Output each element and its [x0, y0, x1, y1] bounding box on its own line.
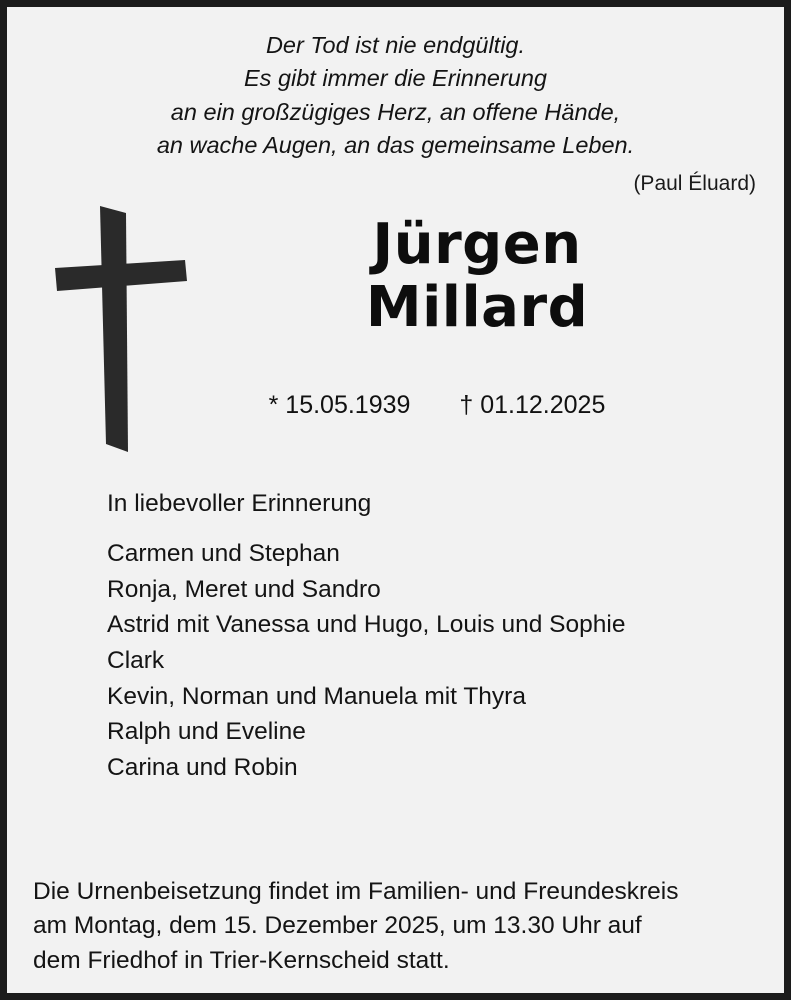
- poem-line-4: an wache Augen, an das gemeinsame Leben.: [156, 132, 635, 159]
- family-intro: In liebevoller Erinnerung: [107, 490, 372, 518]
- life-dates: [157, 391, 717, 420]
- poem-line-3: an ein großzügiges Herz, an offene Hände,: [170, 98, 621, 125]
- family-member: Ralph und Eveline: [107, 718, 306, 746]
- family-member: Ronja, Meret und Sandro: [107, 575, 381, 603]
- family-member: Kevin, Norman und Manuela mit Thyra: [107, 682, 526, 710]
- name-block: [7, 196, 784, 486]
- divider: [7, 813, 784, 814]
- last-name: Millard: [365, 275, 589, 341]
- birth-date: * 15.05.1939: [268, 391, 411, 420]
- family-member: Carina und Robin: [107, 753, 298, 781]
- funeral-line-3: dem Friedhof in Trier-Kernscheid statt.: [33, 947, 450, 975]
- first-name: Jürgen: [372, 212, 582, 278]
- funeral-line-1: Die Urnenbeisetzung findet im Familien- und Freundeskreis: [33, 877, 679, 905]
- family-member: Clark: [107, 646, 165, 674]
- death-date: † 01.12.2025: [459, 391, 606, 420]
- poem-block: [7, 29, 784, 162]
- deceased-name: [237, 214, 717, 339]
- poem-attribution: (Paul Éluard): [633, 172, 756, 196]
- family-block: [7, 490, 784, 785]
- family-member: Carmen und Stephan: [107, 540, 340, 568]
- funeral-line-2: am Montag, dem 15. Dezember 2025, um 13.30 Uhr auf: [33, 912, 642, 940]
- funeral-details: [7, 875, 784, 979]
- poem-line-2: Es gibt immer die Erinnerung: [243, 65, 548, 92]
- family-member: Astrid mit Vanessa und Hugo, Louis und Sophie: [107, 611, 626, 639]
- poem-line-1: Der Tod ist nie endgültig.: [265, 32, 526, 58]
